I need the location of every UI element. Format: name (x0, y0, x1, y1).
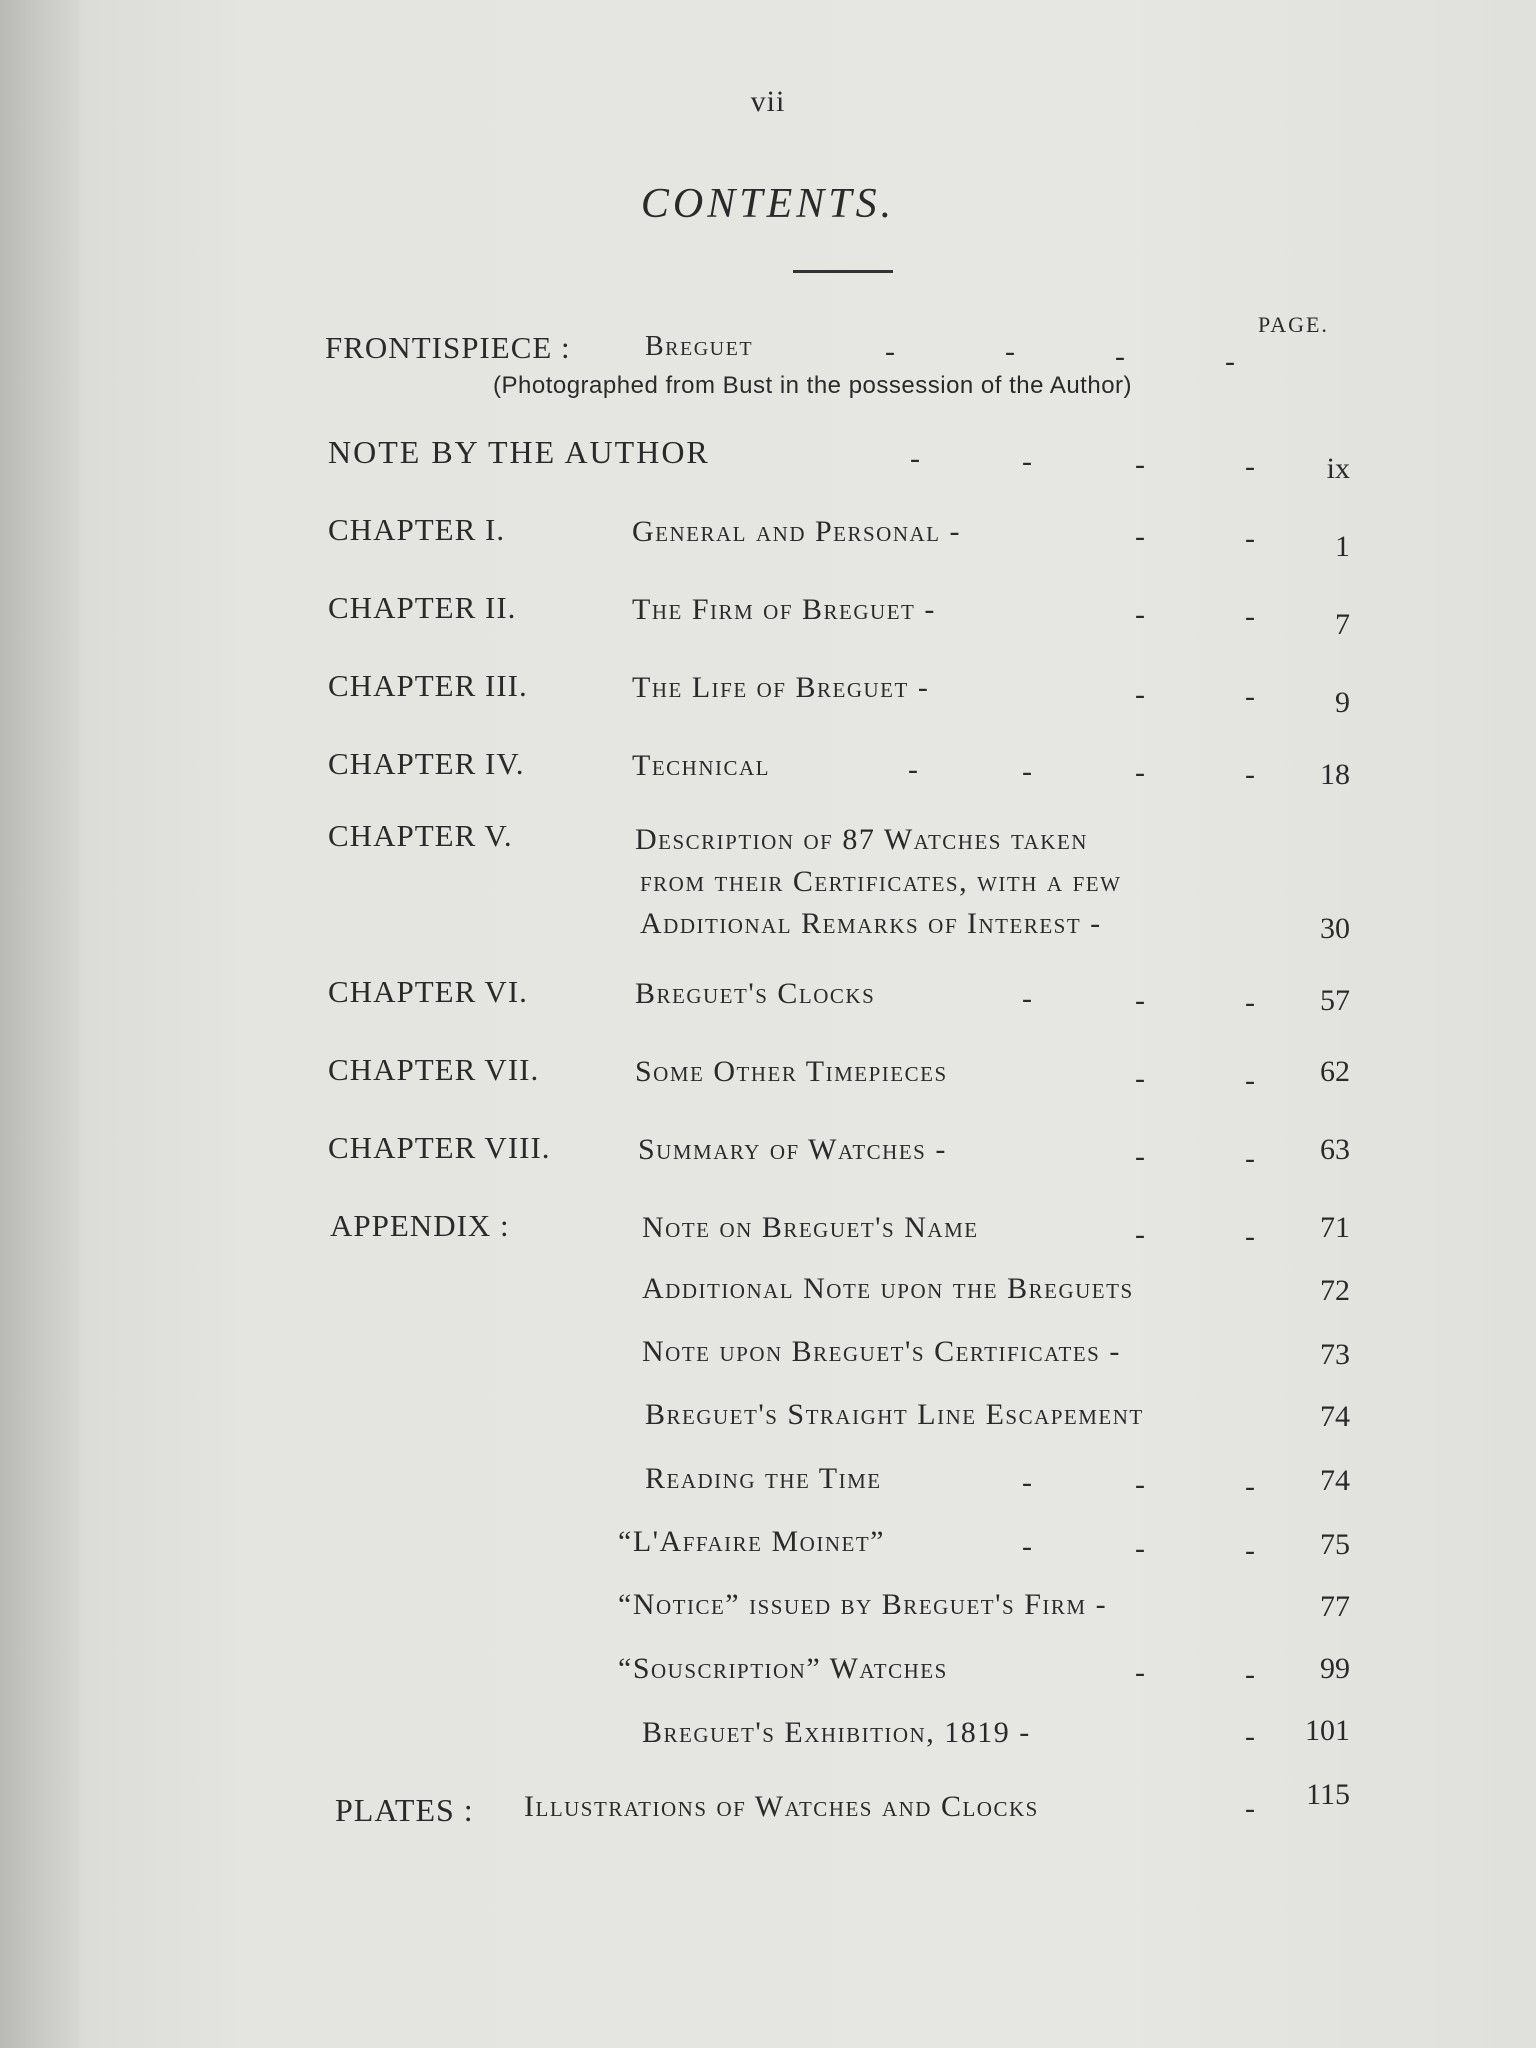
plates-label: PLATES : (335, 1792, 474, 1828)
leader-dash: - (885, 335, 895, 368)
appendix-item-1-title: Note on Breguet's Name (642, 1211, 979, 1244)
leader-dash: - (1245, 1534, 1255, 1567)
leader-dash: - (1135, 598, 1145, 631)
leader-dash: - (1005, 335, 1015, 368)
page-folio: vii (750, 85, 786, 118)
chapter-7-title: Some Other Timepieces (635, 1055, 948, 1088)
leader-dash: - (1115, 340, 1125, 373)
chapter-5-title-line-3: Additional Remarks of Interest - (640, 907, 1102, 940)
chapter-4-title: Technical (632, 749, 770, 782)
appendix-item-7-page: 77 (1320, 1590, 1350, 1623)
appendix-item-6-page: 75 (1320, 1528, 1350, 1561)
appendix-item-4-page: 74 (1320, 1400, 1350, 1433)
note-by-author-page: ix (1326, 452, 1350, 485)
leader-dash: - (1245, 758, 1255, 791)
chapter-1-label: CHAPTER I. (328, 512, 506, 547)
leader-dash: - (1245, 986, 1255, 1019)
leader-dash: - (908, 753, 918, 786)
chapter-3-page: 9 (1335, 686, 1350, 719)
leader-dash: - (1245, 1220, 1255, 1253)
frontispiece-title: Breguet (645, 331, 754, 362)
leader-dash: - (1245, 680, 1255, 713)
leader-dash: - (1245, 1470, 1255, 1503)
chapter-8-page: 63 (1320, 1133, 1350, 1166)
page-title: CONTENTS. (640, 181, 896, 227)
appendix-item-4-title: Breguet's Straight Line Escapement (645, 1398, 1144, 1431)
appendix-item-1-page: 71 (1320, 1211, 1350, 1244)
appendix-item-8-title: “Souscription” Watches (618, 1652, 948, 1685)
leader-dash: - (1022, 1466, 1032, 1499)
leader-dash: - (1245, 1792, 1255, 1825)
chapter-1-title: General and Personal - (632, 515, 961, 548)
leader-dash: - (910, 442, 920, 475)
leader-dash: - (1245, 1064, 1255, 1097)
chapter-4-label: CHAPTER IV. (328, 746, 525, 781)
leader-dash: - (1135, 1218, 1145, 1251)
frontispiece-note: (Photographed from Bust in the possession of the Author) (493, 372, 1133, 399)
leader-dash: - (1135, 520, 1145, 553)
chapter-2-title: The Firm of Breguet - (632, 593, 936, 626)
chapter-7-label: CHAPTER VII. (328, 1052, 540, 1087)
leader-dash: - (1022, 445, 1032, 478)
leader-dash: - (1245, 600, 1255, 633)
chapter-6-label: CHAPTER VI. (328, 974, 528, 1009)
appendix-item-6-title: “L'Affaire Moinet” (618, 1525, 885, 1558)
chapter-5-label: CHAPTER V. (328, 818, 513, 853)
chapter-3-label: CHAPTER III. (328, 668, 528, 703)
page-column-header: PAGE. (1258, 312, 1329, 337)
leader-dash: - (1135, 756, 1145, 789)
leader-dash: - (1022, 982, 1032, 1015)
leader-dash: - (1245, 1142, 1255, 1175)
chapter-6-title: Breguet's Clocks (635, 977, 876, 1010)
title-rule (793, 270, 893, 273)
appendix-item-7-title: “Notice” issued by Breguet's Firm - (618, 1588, 1108, 1621)
appendix-label: APPENDIX : (330, 1208, 510, 1243)
leader-dash: - (1135, 1656, 1145, 1689)
chapter-5-page: 30 (1320, 912, 1350, 945)
leader-dash: - (1245, 1720, 1255, 1753)
leader-dash: - (1135, 984, 1145, 1017)
leader-dash: - (1135, 448, 1145, 481)
chapter-7-page: 62 (1320, 1055, 1350, 1088)
page-gutter (0, 0, 78, 2048)
leader-dash: - (1135, 1468, 1145, 1501)
plates-title: Illustrations of Watches and Clocks (524, 1790, 1039, 1823)
chapter-3-title: The Life of Breguet - (632, 671, 930, 704)
appendix-item-3-page: 73 (1320, 1338, 1350, 1371)
appendix-item-5-page: 74 (1320, 1464, 1350, 1497)
chapter-6-page: 57 (1320, 984, 1350, 1017)
leader-dash: - (1022, 755, 1032, 788)
appendix-item-8-page: 99 (1320, 1652, 1350, 1685)
appendix-item-2-title: Additional Note upon the Breguets (642, 1272, 1134, 1305)
chapter-5-title-line-1: Description of 87 Watches taken (635, 823, 1088, 856)
leader-dash: - (1245, 450, 1255, 483)
plates-page: 115 (1306, 1778, 1350, 1811)
chapter-5-title-line-2: from their Certificates, with a few (640, 865, 1122, 898)
leader-dash: - (1135, 1140, 1145, 1173)
appendix-item-9-page: 101 (1305, 1714, 1350, 1747)
leader-dash: - (1225, 345, 1235, 378)
leader-dash: - (1245, 1658, 1255, 1691)
leader-dash: - (1245, 522, 1255, 555)
note-by-author-label: NOTE BY THE AUTHOR (328, 434, 710, 470)
chapter-8-title: Summary of Watches - (638, 1133, 947, 1166)
frontispiece-label: FRONTISPIECE : (325, 330, 571, 365)
leader-dash: - (1135, 678, 1145, 711)
chapter-4-page: 18 (1320, 758, 1350, 791)
chapter-1-page: 1 (1335, 530, 1350, 563)
appendix-item-2-page: 72 (1320, 1274, 1350, 1307)
appendix-item-3-title: Note upon Breguet's Certificates - (642, 1335, 1121, 1368)
leader-dash: - (1135, 1062, 1145, 1095)
chapter-2-page: 7 (1335, 608, 1350, 641)
leader-dash: - (1135, 1532, 1145, 1565)
appendix-item-9-title: Breguet's Exhibition, 1819 - (642, 1716, 1031, 1749)
leader-dash: - (1022, 1530, 1032, 1563)
appendix-item-5-title: Reading the Time (645, 1462, 882, 1495)
chapter-8-label: CHAPTER VIII. (328, 1130, 551, 1165)
chapter-2-label: CHAPTER II. (328, 590, 517, 625)
